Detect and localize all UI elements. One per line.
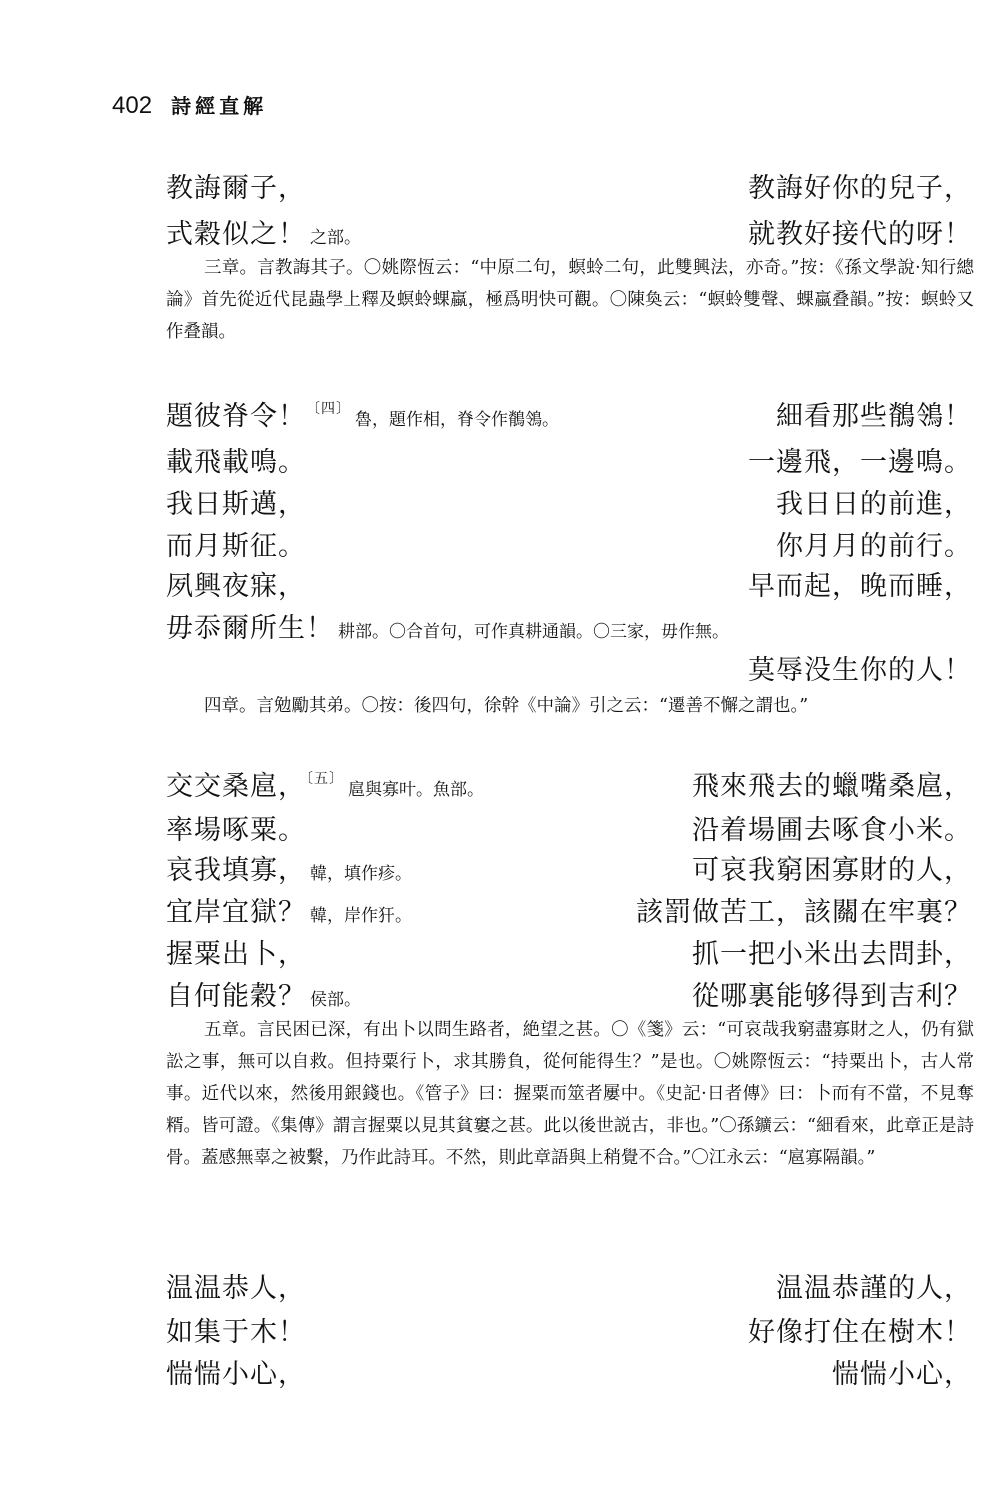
original-text: 式穀似之！ — [166, 219, 306, 250]
translation-text: 抓一把小米出去問卦， — [692, 939, 972, 970]
original-text: 交交桑扈， — [166, 771, 306, 802]
translation-text: 我日日的前進， — [776, 489, 972, 520]
page-number: 402 — [112, 92, 153, 119]
verse-line — [166, 890, 972, 934]
verse-line — [166, 1310, 972, 1354]
verse-line — [166, 932, 972, 976]
verse-line — [166, 212, 972, 256]
original-text: 我日斯邁， — [166, 489, 306, 520]
verse-line — [166, 648, 972, 692]
original-text: 而月斯征。 — [166, 531, 306, 562]
translation-text: 教誨好你的兒子， — [748, 173, 972, 204]
original-text: 惴惴小心， — [166, 1359, 306, 1390]
translation-text: 一邊飛，一邊鳴。 — [748, 447, 972, 478]
original-line — [166, 606, 729, 645]
translation-text: 就教好接代的呀！ — [748, 219, 972, 250]
verse-line — [166, 1352, 972, 1396]
original-text: 教誨爾子， — [166, 173, 306, 204]
footnote-marker: 〔四〕 — [306, 401, 351, 417]
original-text: 哀我填寡， — [166, 855, 306, 886]
annotation-note: 魯，題作相，脊令作鶺鴒。 — [355, 410, 559, 430]
book-title: 詩經直解 — [171, 94, 268, 118]
footnote-marker: 〔五〕 — [306, 771, 344, 787]
verse-line — [166, 848, 972, 892]
translation-text: 飛來飛去的蠟嘴桑扈， — [692, 771, 972, 802]
annotation-note: 侯部。 — [310, 990, 361, 1010]
verse-line — [166, 524, 972, 568]
commentary-paragraph: 五章。言民困已深，有出卜以問生路者，絶望之甚。〇《箋》云：“可哀哉我窮盡寡財之人，仍有獄訟之事，無可以自救。但持粟行卜，求其勝負，從何能得生？”是也。〇姚際恆云：“持粟出卜，古人常事。近代以來，然後用銀錢也。《管子》曰：握粟而筮者屢中。《史記·日者傳》曰：卜而有不當，不見奪糈。皆可證。《集傳》謂言握粟以見其貧窶之甚。此以後世説古，非也。”〇孫鑛云：“細看來，此章正是詩骨。蓋感無辜之被繫，乃作此詩耳。不然，則此章語與上稍覺不合。”〇江永云：“扈寡隔韻。” — [166, 1020, 974, 1168]
verse-line — [166, 974, 972, 1018]
annotation-note: 韓，岸作犴。 — [310, 906, 412, 926]
annotation-note: 扈與寡叶。魚部。 — [348, 780, 484, 800]
verse-line — [166, 606, 972, 650]
commentary-paragraph: 四章。言勉勵其弟。〇按：後四句，徐幹《中論》引之云：“遷善不懈之謂也。” — [204, 696, 809, 716]
translation-text: 該罰做苦工，該關在牢裏？ — [636, 897, 972, 928]
original-line — [166, 890, 412, 929]
original-text: 率場啄粟。 — [166, 815, 306, 846]
verse-line — [166, 1266, 972, 1310]
original-text: 如集于木！ — [166, 1317, 306, 1348]
original-text: 載飛載鳴。 — [166, 447, 306, 478]
translation-text: 惴惴小心， — [832, 1359, 972, 1390]
original-line — [166, 764, 484, 803]
original-line — [166, 212, 361, 251]
original-text: 自何能穀？ — [166, 981, 306, 1012]
translation-text: 從哪裏能够得到吉利？ — [692, 981, 972, 1012]
original-text: 宜岸宜獄？ — [166, 897, 306, 928]
commentary-paragraph: 三章。言教誨其子。〇姚際恆云：“中原二句，螟蛉二句，此雙興法，亦奇。”按：《孫文學說·知行總論》首先從近代昆蟲學上釋及螟蛉蜾蠃，極爲明快可觀。〇陳奐云：“螟蛉雙聲、蜾蠃叠韻。”按：螟蛉又作叠韻。 — [166, 258, 974, 342]
verse-line — [166, 764, 972, 808]
running-header — [112, 90, 267, 120]
annotation-note: 之部。 — [310, 228, 361, 248]
verse-line — [166, 394, 972, 438]
translation-text: 沿着場圃去啄食小米。 — [692, 815, 972, 846]
translation-text: 你月月的前行。 — [776, 531, 972, 562]
original-text: 題彼脊令！ — [166, 401, 306, 432]
verse-line — [166, 482, 972, 526]
annotation-note: 韓，填作疹。 — [310, 864, 412, 884]
original-text: 温温恭人， — [166, 1273, 306, 1304]
translation-text: 温温恭謹的人， — [776, 1273, 972, 1304]
verse-line — [166, 564, 972, 608]
translation-text: 莫辱没生你的人！ — [748, 655, 972, 686]
original-text: 毋忝爾所生！ — [166, 613, 334, 644]
verse-line — [166, 166, 972, 210]
verse-line — [166, 808, 972, 852]
verse-line — [166, 440, 972, 484]
translation-text: 細看那些鶺鴒！ — [776, 401, 972, 432]
original-line — [166, 848, 412, 887]
original-text: 夙興夜寐， — [166, 571, 306, 602]
original-text: 握粟出卜， — [166, 939, 306, 970]
translation-text: 好像打住在樹木！ — [748, 1317, 972, 1348]
translation-text: 可哀我窮困寡財的人， — [692, 855, 972, 886]
original-line — [166, 974, 361, 1013]
translation-text: 早而起，晚而睡， — [748, 571, 972, 602]
annotation-note: 耕部。〇合首句，可作真耕通韻。〇三家，毋作無。 — [338, 622, 729, 642]
original-line — [166, 394, 559, 433]
